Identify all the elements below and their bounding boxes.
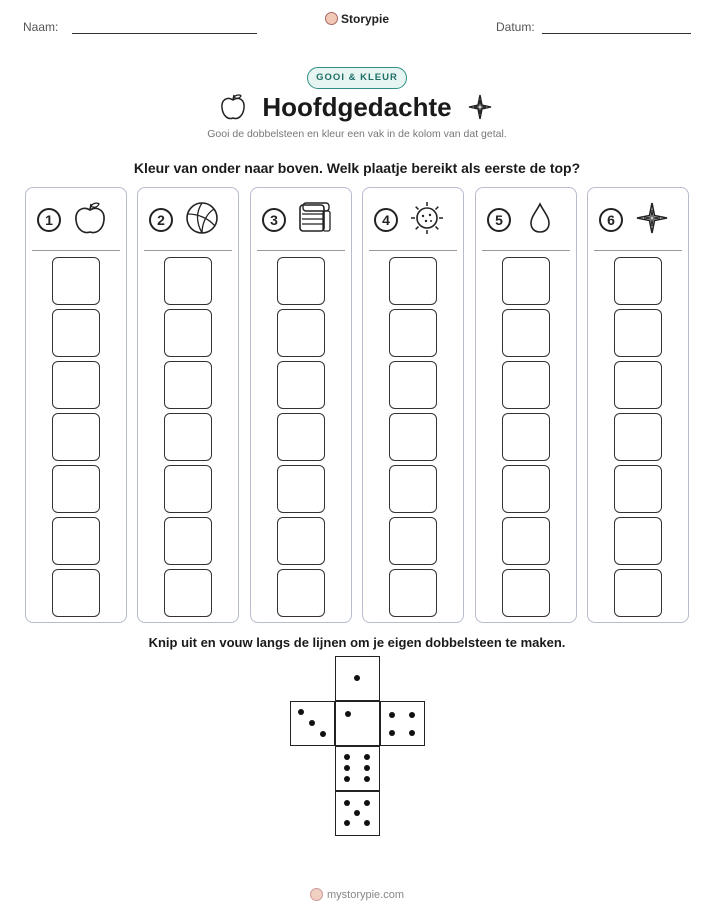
color-cell[interactable] [164,257,212,305]
column-header [26,188,126,252]
color-cell[interactable] [614,257,662,305]
color-cell[interactable] [502,465,550,513]
color-cell[interactable] [614,309,662,357]
die-pip [389,712,395,718]
color-cell[interactable] [277,569,325,617]
color-cell[interactable] [52,569,100,617]
color-cell[interactable] [52,517,100,565]
column-6 [587,187,689,623]
die-pip [364,776,370,782]
column-3 [250,187,352,623]
column-header [588,188,688,252]
color-cell[interactable] [389,465,437,513]
color-cell[interactable] [277,413,325,461]
die-pip [354,675,360,681]
color-cell[interactable] [614,569,662,617]
die-pip [344,776,350,782]
die-face-5 [335,791,380,836]
color-cell[interactable] [389,309,437,357]
color-cell[interactable] [389,569,437,617]
drop-icon [522,200,558,236]
die-pip [344,800,350,806]
color-cell[interactable] [502,517,550,565]
color-cell[interactable] [277,517,325,565]
column-divider [257,250,345,251]
color-cell[interactable] [52,465,100,513]
subtitle: Gooi de dobbelsteen en kleur een vak in de kolom van dat getal. [207,128,507,140]
color-cell[interactable] [164,309,212,357]
volleyball-icon [184,200,220,236]
column-4 [362,187,464,623]
column-divider [144,250,232,251]
color-cell[interactable] [52,309,100,357]
column-number: 1 [37,208,61,232]
name-line[interactable] [72,33,257,34]
die-pip [364,800,370,806]
color-cell[interactable] [502,257,550,305]
color-cell[interactable] [502,413,550,461]
footer-url[interactable]: mystorypie.com [326,889,405,901]
die-face-1 [335,656,380,701]
color-cell[interactable] [164,569,212,617]
die-face-3 [290,701,335,746]
column-number: 5 [487,208,511,232]
color-cell[interactable] [277,309,325,357]
die-instruction: Knip uit en vouw langs de lijnen om je eigen dobbelsteen te maken. [148,635,566,650]
color-cell[interactable] [164,361,212,409]
footer [0,888,714,901]
color-cell[interactable] [502,361,550,409]
color-cell[interactable] [502,309,550,357]
storypie-logo-icon [325,12,338,25]
color-cell[interactable] [614,517,662,565]
die-face-1 [335,701,380,746]
color-cell[interactable] [389,517,437,565]
color-cell[interactable] [614,361,662,409]
column-2 [137,187,239,623]
die-pip [344,820,350,826]
column-number: 6 [599,208,623,232]
column-divider [482,250,570,251]
date-line[interactable] [542,33,691,34]
die-pip [344,765,350,771]
color-cell[interactable] [52,257,100,305]
column-number: 4 [374,208,398,232]
color-cell[interactable] [389,413,437,461]
color-cell[interactable] [389,257,437,305]
color-cell[interactable] [277,257,325,305]
column-5 [475,187,577,623]
sparkle-icon [634,200,670,236]
sun-icon [409,200,445,236]
date-label: Datum: [496,20,535,34]
color-cell[interactable] [164,465,212,513]
die-pip [345,711,351,717]
color-cell[interactable] [164,517,212,565]
column-header [363,188,463,252]
die-pip [320,731,326,737]
sparkle-icon [466,92,494,122]
column-1 [25,187,127,623]
die-pip [364,765,370,771]
color-cell[interactable] [277,361,325,409]
die-pip [364,754,370,760]
scroll-icon [297,200,333,236]
color-cell[interactable] [389,361,437,409]
column-number: 3 [262,208,286,232]
page-title: Hoofdgedachte [262,92,452,122]
instruction: Kleur van onder naar boven. Welk plaatje bereikt als eerste de top? [133,160,581,176]
die-face-6 [335,746,380,791]
brand-name: Storypie [340,12,389,26]
column-header [476,188,576,252]
color-cell[interactable] [614,413,662,461]
die-pip [389,730,395,736]
die-pip [354,810,360,816]
die-pip [309,720,315,726]
column-header [251,188,351,252]
die-pip [409,712,415,718]
color-cell[interactable] [52,361,100,409]
storypie-logo-icon [310,888,323,901]
die-pip [298,709,304,715]
column-divider [32,250,120,251]
die-pip [409,730,415,736]
die-face-4 [380,701,425,746]
color-cell[interactable] [502,569,550,617]
column-divider [369,250,457,251]
brand-logo [0,12,714,26]
die-pip [364,820,370,826]
name-label: Naam: [23,20,59,34]
activity-badge: GOOI & KLEUR [307,67,407,89]
color-cell[interactable] [164,413,212,461]
color-cell[interactable] [277,465,325,513]
color-cell[interactable] [52,413,100,461]
column-number: 2 [149,208,173,232]
die-pip [344,754,350,760]
column-header [138,188,238,252]
apple-icon [72,200,108,236]
color-cell[interactable] [614,465,662,513]
column-divider [594,250,682,251]
